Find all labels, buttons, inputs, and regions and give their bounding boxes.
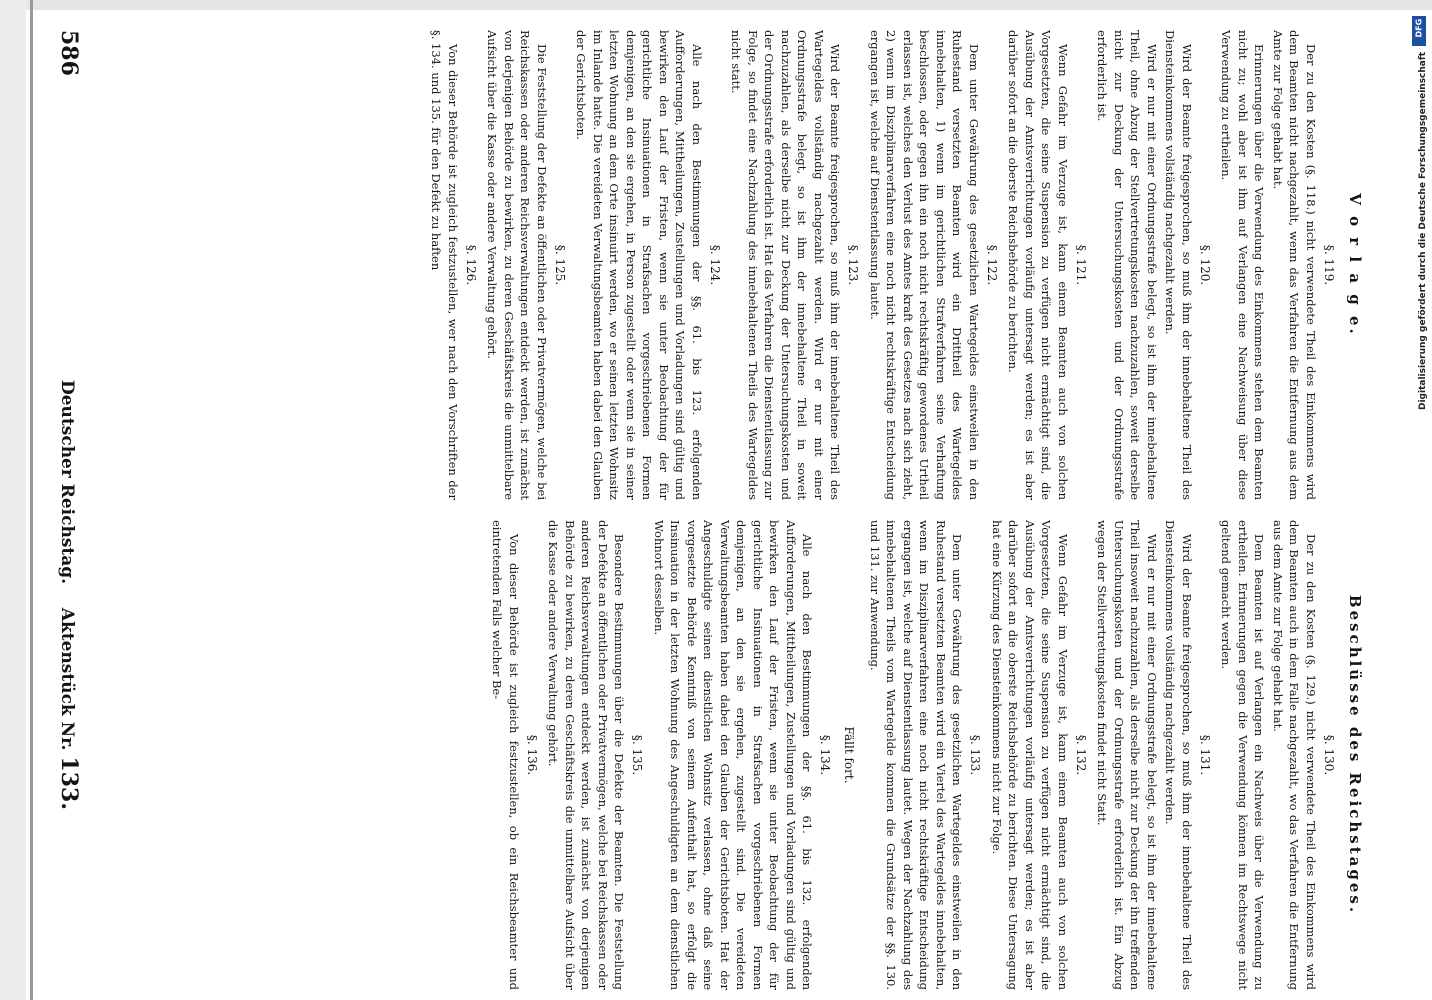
section-number: §. 126.: [464, 244, 478, 286]
document-label: Aktenstück Nr.: [57, 607, 77, 751]
section-text: Alle nach den Bestimmungen der §§. 61. bis 123. erfolgenden Aufforderungen, Mittheilungen, Zustellungen und Vorladungen sind gültig und bewirken den Lauf der Fristen, wenn sie unter Beobachtung der für gerichtliche Insinuationen in Strafsachen vorgeschriebenen Formen demjenigen, an den sie ergehen, in Person zugestellt oder wenn sie in seiner letzten Wohnung an dem Orte insinuirt werden, wo er seinen letzten Wohnsitz im Inlande hatte. Die vereideten Verwaltungsbeamten haben dabei den Glauben der Gerichtsboten.: [574, 30, 704, 500]
section-text: Dem Beamten ist auf Verlangen ein Nachweis über die Verwendung zu ertheilen. Erinnerungen gegen die Verwendung können im Rechtswege nicht geltend gemacht werden.: [1219, 520, 1267, 990]
section-number: §. 124.: [708, 244, 722, 286]
left-column-title: V o r l a g e.: [1346, 193, 1364, 337]
section-text: Die Feststellung der Defekte an öffentlichen oder Privatvermögen, welche bei Reichskassen oder anderen Reichsverwaltungen entdeckt werden, ist zunächst von derjenigen Behörde zu bewirken, zu deren Geschäftskreis die unmittelbare Aufsicht über die Kasse oder andere Verwaltung gehört.: [485, 30, 549, 500]
section-text: Der zu den Kosten (§. 129.) nicht verwendete Theil des Einkommens wird dem Beamten auch in dem Falle nachgezahlt, wo das Verfahren die Entfernung aus dem Amte zur Folge gehabt hat.: [1271, 520, 1318, 990]
section-number: §. 132.: [1074, 734, 1088, 776]
section-text: Der zu den Kosten (§. 118.) nicht verwendete Theil des Einkommens wird dem Beamten nicht nachgezahlt, wenn das Verfahren die Entfernung aus dem Amte zur Folge gehabt hat.: [1271, 30, 1318, 500]
section-text: Wird der Beamte freigesprochen, so muß ihm der innebehaltene Theil des Diensteinkommens vollständig nachgezahlt werden.: [1163, 520, 1194, 990]
section-number: §. 125.: [553, 244, 567, 286]
page-number: 586: [56, 30, 82, 76]
section-number: §. 123.: [846, 244, 861, 286]
right-column: [88, 520, 1368, 990]
right-column-title: Beschlüsse des Reichstages.: [1346, 594, 1364, 916]
section-text: Alle nach den Bestimmungen der §§. 61. bis 132. erfolgenden Aufforderungen, Mittheilungen, Zustellungen und Vorladungen sind gültig und bewirken den Lauf der Fristen, wenn sie unter Beobachtung der für gerichtliche Insinuationen in Strafsachen vorgeschriebenen Formen demjenigen, an den sie ergehen, zugestellt sind. Die vereideten Verwaltungsbeamten haben dabei den Glauben der Gerichtsboten. Hat der Angeschuldigte seinen dienstlichen Wohnsitz verlassen, ohne daß seine vorgesetzte Behörde Kenntniß von seinem Aufenthalt hat, so erfolgt die Insinuation in der letzten Wohnung des Angeschuldigten an dem dienstlichen Wohnort desselben.: [652, 520, 815, 990]
section-text: Besondere Bestimmungen über die Defekte der Beamten. Die Feststellung der Defekte an öffentlichen oder Privatvermögen, welche bei Reichskassen oder anderen Reichsverwaltungen entdeckt werden, ist zunächst von derjenigen Behörde zu bewirken, zu deren Geschäftskreis die unmittelbare Aufsicht über die Kasse oder andere Verwaltung gehört.: [546, 520, 627, 990]
section-text: Wird er nur mit einer Ordnungsstrafe belegt, so ist ihm der innebehaltene Theil insoweit nachzuzahlen, als derselbe nicht zur Deckung der ihn treffenden Untersuchungskosten und der Ordnungsstrafe erforderlich ist. Ein Abzug wegen der Stellvertretungskosten findet nicht Statt.: [1095, 520, 1159, 990]
section-text: Erinnerungen über die Verwendung des Einkommens stehen dem Beamten nicht zu; wohl aber ist ihm auf Verlangen eine Nachweisung über diese Verwendung zu ertheilen.: [1219, 30, 1267, 500]
section-number: §. 119.: [1322, 244, 1336, 286]
document-page: [36, 0, 1398, 1000]
running-head: [56, 380, 82, 810]
publication-name: Deutscher Reichstag.: [57, 380, 77, 585]
section-number: §. 130.: [1322, 734, 1336, 776]
dfg-logo: DFG: [1412, 16, 1426, 46]
left-column: [88, 30, 1368, 500]
section-number: §. 134.: [818, 734, 833, 776]
left-sections: [428, 30, 1336, 500]
section-text: Dem unter Gewährung des gesetzlichen Wartegeldes einstweilen in den Ruhestand versetzten Beamten wird ein Viertel des Wartegeldes innebehalten, wenn im Disziplinarverfahren eine noch nicht rechtskräftige Entscheidung ergangen ist, welche auf Dienstentlassung lautet. Wegen der Nachzahlung des innebehaltenen Theils vom Wartegelde kommen die Grundsätze der §§. 130. und 131. zur Anwendung.: [868, 520, 965, 990]
page-spine: [30, 0, 33, 1000]
section-number: §. 122.: [985, 244, 999, 286]
section-text: Wenn Gefahr im Verzuge ist, kann einem Beamten auch von solchen Vorgesetzten, die seine Suspension zu verfügen nicht ermächtigt sind, die Ausübung der Amtsverrichtungen vorläufig untersagt werden; es ist aber darüber sofort an die oberste Reichsbehörde zu berichten. Diese Untersagung hat eine Kürzung des Diensteinkommens nicht zur Folge.: [990, 520, 1070, 990]
section-text: Von dieser Behörde ist zugleich festzustellen, ob ein Reichsbeamter und eintretenden Falls welcher Be-: [490, 520, 521, 990]
digitization-credit: Digitalisierung gefördert durch die Deutsche Forschungsgemeinschaft: [1418, 51, 1428, 410]
section-number: §. 133.: [968, 734, 983, 776]
scan-border-left: [0, 0, 26, 1000]
document-number: 133.: [56, 756, 82, 810]
section-number: §. 136.: [525, 734, 539, 776]
section-text: Von dieser Behörde ist zugleich festzustellen, wer nach den Vorschriften der §. 134. und 135. für den Defekt zu haften: [429, 30, 460, 500]
section-number: §. 131.: [1198, 734, 1212, 776]
section-number: §. 135.: [630, 734, 645, 776]
section-number: §. 121.: [1074, 244, 1088, 286]
page-header: [48, 30, 88, 980]
section-text: Wird er nur mit einer Ordnungsstrafe belegt, so ist ihm der innebehaltene Theil, ohne Abzug der Stellvertretungskosten nachzuzahlen, soweit derselbe nicht zur Deckung der Untersuchungskosten und der Ordnungsstrafe erforderlich ist.: [1095, 30, 1159, 500]
section-text: Wenn Gefahr im Verzuge ist, kann einem Beamten auch von solchen Vorgesetzten, die seine Suspension zu verfügen nicht ermächtigt sind, die Ausübung der Amtsverrichtungen vorläufig untersagt werden; es ist aber darüber sofort an die oberste Reichsbehörde zu berichten.: [1006, 30, 1070, 500]
section-text: Wird der Beamte freigesprochen, so muß ihm der innebehaltene Theil des Wartegeldes vollständig nachgezahlt werden. Wird er nur mit einer Ordnungsstrafe belegt, so ist ihm der innebehaltene Theil in soweit nachzuzahlen, als derselbe nicht zur Deckung der Untersuchungskosten und der Ordnungsstrafe erforderlich ist. Hat das Verfahren die Dienstentlassung zur Folge, so findet eine Nachzahlung des innebehaltenen Theils des Wartegeldes nicht statt.: [729, 30, 843, 500]
section-text: Fällt fort.: [842, 726, 857, 784]
section-text: Wird der Beamte freigesprochen, so muß ihm der innebehaltene Theil des Diensteinkommens vollständig nachgezahlt werden.: [1163, 30, 1194, 500]
digitization-note: [1408, 10, 1428, 1000]
section-number: §. 120.: [1198, 244, 1212, 286]
section-text: Dem unter Gewährung des gesetzlichen Wartegeldes einstweilen in den Ruhestand versetzten Beamten wird ein Drittheil des Wartegeldes innebehalten, 1) wenn im gerichtlichen Strafverfahren seine Verhaftung beschlossen, oder gegen ihn ein noch nicht rechtskräftig gewordenes Urtheil erlassen ist, welches den Verlust des Amtes kraft des Gesetzes nach sich zieht, 2) wenn im Disziplinarverfahren eine noch nicht rechtskräftige Entscheidung ergangen ist, welche auf Dienstentlassung lautet.: [868, 30, 981, 500]
right-sections: [489, 520, 1336, 990]
